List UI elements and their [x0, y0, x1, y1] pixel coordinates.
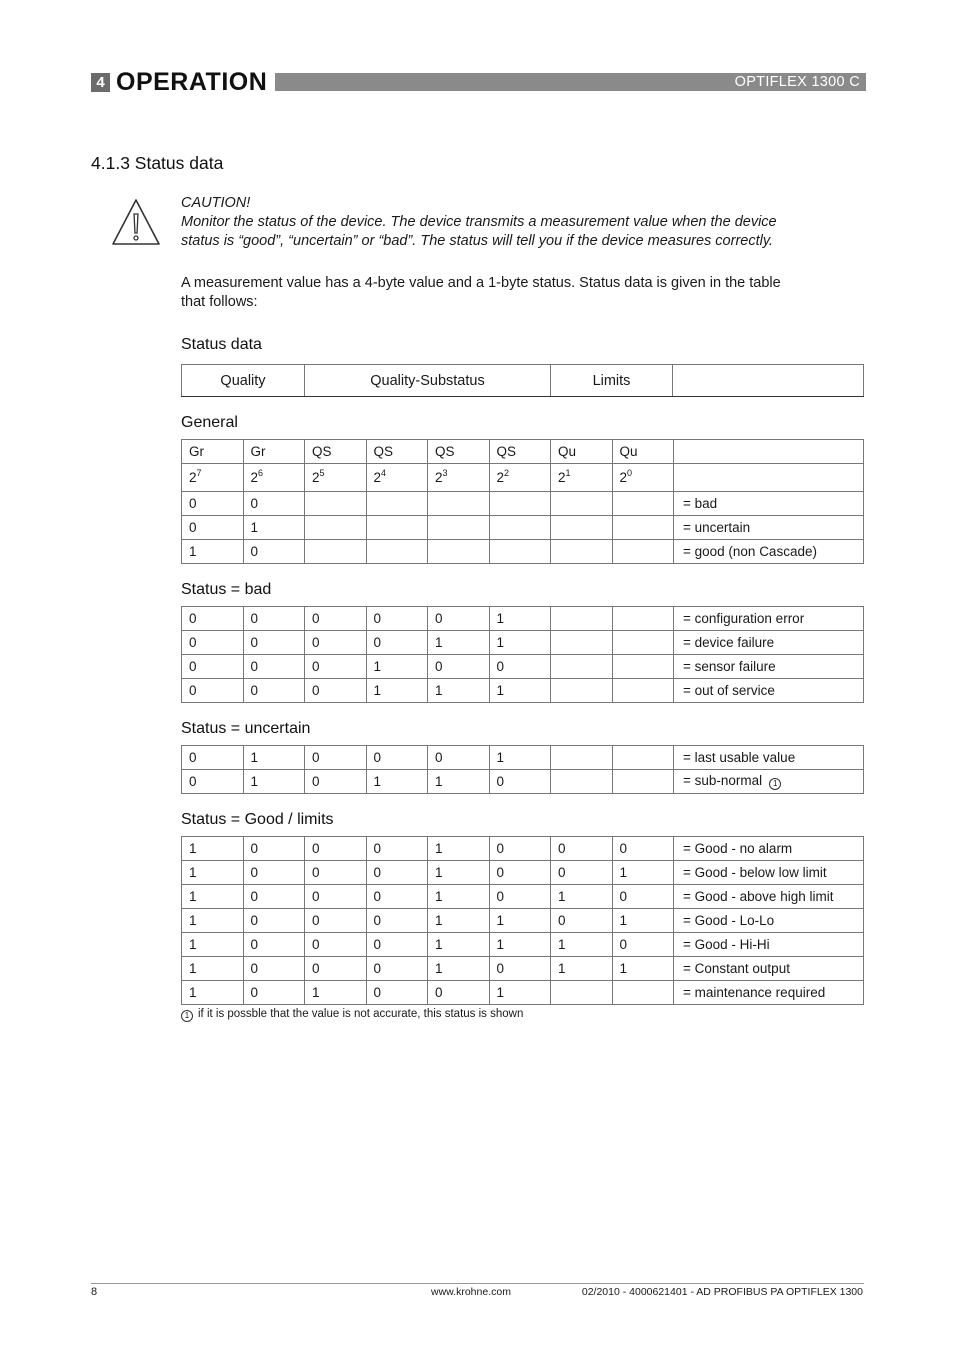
table-cell: = Good - Hi-Hi [674, 933, 864, 957]
intro-paragraph [181, 274, 861, 312]
table-cell: 1 [428, 885, 490, 909]
table-cell: 0 [612, 837, 674, 861]
table-cell [612, 540, 674, 564]
table-cell: 0 [243, 540, 305, 564]
table-cell: = Good - above high limit [674, 885, 864, 909]
table-cell: 1 [489, 607, 551, 631]
table-cell [366, 540, 428, 564]
table-cell: 0 [182, 746, 244, 770]
table-cell [551, 746, 613, 770]
table-cell: 0 [305, 837, 367, 861]
intro-line: A measurement value has a 4-byte value and a 1-byte status. Status data is given in the table [181, 275, 781, 291]
status-good-table [181, 836, 864, 1005]
table-cell [489, 540, 551, 564]
table-cell: 1 [366, 770, 428, 794]
table-cell: 0 [366, 837, 428, 861]
table-cell: 1 [305, 981, 367, 1005]
table-cell [551, 679, 613, 703]
table-cell [674, 464, 864, 492]
table-cell [305, 516, 367, 540]
table-cell: 0 [182, 655, 244, 679]
header-bar [275, 73, 866, 91]
table-cell [305, 540, 367, 564]
table-cell [612, 746, 674, 770]
bit-cell: $2^1$ [551, 464, 613, 492]
table-cell: 1 [182, 957, 244, 981]
table-cell: 1 [428, 933, 490, 957]
table-cell: 1 [551, 885, 613, 909]
table-cell: 0 [366, 981, 428, 1005]
table-cell: 1 [551, 933, 613, 957]
table-row [182, 607, 864, 631]
table-cell: 0 [243, 981, 305, 1005]
table-cell [551, 631, 613, 655]
bit-cell: $2^0$ [612, 464, 674, 492]
table-cell: 0 [489, 957, 551, 981]
table-cell: 0 [243, 631, 305, 655]
status-uncertain-table [181, 745, 864, 794]
table-cell: 1 [551, 957, 613, 981]
table-cell [612, 679, 674, 703]
table-row [182, 933, 864, 957]
table-cell [551, 981, 613, 1005]
table-cell: 0 [551, 837, 613, 861]
table-cell: 0 [243, 933, 305, 957]
table-cell: = sub-normal 1 [674, 770, 864, 794]
page-header [91, 70, 866, 94]
general-caption: General [181, 414, 238, 431]
table-cell [674, 440, 864, 464]
table-cell: 1 [182, 933, 244, 957]
caution-title: CAUTION! [181, 195, 251, 211]
table-cell: 0 [366, 909, 428, 933]
table-cell: 0 [182, 607, 244, 631]
table-cell: 0 [428, 746, 490, 770]
table-cell [428, 540, 490, 564]
chapter-number: 4 [91, 73, 110, 92]
table-cell: 0 [305, 933, 367, 957]
table-cell: = last usable value [674, 746, 864, 770]
table-cell: 1 [182, 981, 244, 1005]
table-cell: QS [489, 440, 551, 464]
table-cell: Gr [243, 440, 305, 464]
table-cell: 1 [489, 631, 551, 655]
caution-block [181, 194, 871, 251]
table-cell [612, 492, 674, 516]
status-bad-table [181, 606, 864, 703]
table-cell [612, 516, 674, 540]
warning-icon [110, 197, 162, 247]
table-cell: 1 [243, 746, 305, 770]
table-cell: 0 [243, 837, 305, 861]
table-cell [489, 492, 551, 516]
table-cell [551, 770, 613, 794]
table-cell: 0 [182, 516, 244, 540]
table-cell [551, 516, 613, 540]
table-row [182, 464, 864, 492]
caution-line: Monitor the status of the device. The device transmits a measurement value when the device [181, 214, 777, 230]
table-cell: 0 [243, 957, 305, 981]
table-cell: 0 [305, 679, 367, 703]
table-cell: 0 [243, 861, 305, 885]
table-cell: 0 [305, 885, 367, 909]
table-row [182, 540, 864, 564]
table-cell [612, 631, 674, 655]
table-cell [612, 607, 674, 631]
table-row [182, 631, 864, 655]
table-cell: 0 [612, 885, 674, 909]
product-name: OPTIFLEX 1300 C [734, 74, 860, 90]
table-cell: 1 [612, 957, 674, 981]
table-cell: 1 [182, 885, 244, 909]
table-cell: 1 [428, 861, 490, 885]
general-table [181, 439, 864, 564]
table-cell: 0 [243, 679, 305, 703]
footer-docref: 02/2010 - 4000621401 - AD PROFIBUS PA OPTIFLEX 1300 [581, 1286, 863, 1298]
table-cell: 1 [489, 981, 551, 1005]
table-cell: 0 [243, 909, 305, 933]
footnote-text: if it is possble that the value is not accurate, this status is shown [198, 1008, 524, 1020]
table-cell [428, 516, 490, 540]
table-cell [612, 770, 674, 794]
table-cell: 0 [182, 679, 244, 703]
table-cell: 1 [489, 746, 551, 770]
chapter-title: OPERATION [116, 68, 268, 96]
table-row [182, 837, 864, 861]
table-cell: 1 [612, 861, 674, 885]
table-cell: 0 [428, 607, 490, 631]
table-row [182, 365, 864, 397]
table-row [182, 861, 864, 885]
bit-cell: $2^5$ [305, 464, 367, 492]
table-cell: Quality-Substatus [305, 365, 551, 397]
bit-cell: $2^4$ [366, 464, 428, 492]
table-cell [489, 516, 551, 540]
table-cell: 0 [305, 909, 367, 933]
table-cell [428, 492, 490, 516]
table-cell: = configuration error [674, 607, 864, 631]
table-cell: 0 [243, 607, 305, 631]
table-cell: 0 [243, 492, 305, 516]
table-row [182, 909, 864, 933]
table-cell: 1 [489, 909, 551, 933]
table-cell: Quality [182, 365, 305, 397]
table-cell: 0 [243, 885, 305, 909]
bit-cell: $2^2$ [489, 464, 551, 492]
table-cell: 1 [428, 631, 490, 655]
table-cell: 1 [428, 957, 490, 981]
table-cell: 0 [489, 885, 551, 909]
page-number: 8 [91, 1286, 98, 1298]
table-row [182, 981, 864, 1005]
table-cell: 1 [243, 770, 305, 794]
table-cell [366, 516, 428, 540]
table-row [182, 492, 864, 516]
table-cell: 1 [428, 837, 490, 861]
table-cell: 1 [182, 837, 244, 861]
table-cell: 0 [366, 631, 428, 655]
table-cell: 0 [305, 607, 367, 631]
table-cell: 0 [366, 746, 428, 770]
table-cell: 0 [305, 957, 367, 981]
bit-cell: $2^6$ [243, 464, 305, 492]
table-cell: Qu [551, 440, 613, 464]
table-cell: 0 [305, 631, 367, 655]
caution-line: status is “good”, “uncertain” or “bad”. The status will tell you if the device measures correctly. [181, 233, 774, 249]
table-cell: 0 [305, 746, 367, 770]
table-cell: 0 [489, 837, 551, 861]
bit-cell: $2^3$ [428, 464, 490, 492]
status-uncertain-caption: Status = uncertain [181, 720, 311, 737]
table-cell: = bad [674, 492, 864, 516]
table-cell: 1 [428, 909, 490, 933]
table-row [182, 770, 864, 794]
table-cell: 0 [243, 655, 305, 679]
table-cell: 0 [428, 655, 490, 679]
table-cell: = out of service [674, 679, 864, 703]
table-cell: = Constant output [674, 957, 864, 981]
table-cell: 0 [366, 885, 428, 909]
footer-rule [91, 1283, 864, 1284]
table-cell: = Good - no alarm [674, 837, 864, 861]
table-row [182, 885, 864, 909]
status-data-caption: Status data [181, 336, 262, 353]
table-cell: 0 [305, 655, 367, 679]
table-cell: = sensor failure [674, 655, 864, 679]
table-cell: 1 [428, 679, 490, 703]
table-cell: 0 [551, 909, 613, 933]
footnote-marker: 1 [769, 778, 781, 790]
table-cell: 0 [182, 492, 244, 516]
table-cell: 0 [612, 933, 674, 957]
table-cell: 0 [489, 861, 551, 885]
status-data-table [181, 364, 864, 397]
table-row [182, 679, 864, 703]
status-good-caption: Status = Good / limits [181, 811, 334, 828]
table-cell: QS [305, 440, 367, 464]
section-title: 4.1.3 Status data [91, 153, 224, 173]
table-cell [551, 655, 613, 679]
table-cell [551, 492, 613, 516]
table-cell: 0 [305, 770, 367, 794]
general-rows [182, 492, 864, 564]
table-cell: 1 [182, 909, 244, 933]
table-cell [673, 365, 864, 397]
table-cell: = Good - below low limit [674, 861, 864, 885]
table-cell: 0 [551, 861, 613, 885]
table-cell: = uncertain [674, 516, 864, 540]
bit-cell: $2^7$ [182, 464, 244, 492]
table-cell: = maintenance required [674, 981, 864, 1005]
table-cell: 1 [182, 861, 244, 885]
table-cell [551, 607, 613, 631]
table-cell: 1 [428, 770, 490, 794]
intro-line: that follows: [181, 294, 258, 310]
table-cell [366, 492, 428, 516]
table-cell [551, 540, 613, 564]
table-cell: = Good - Lo-Lo [674, 909, 864, 933]
table-cell: 0 [366, 957, 428, 981]
table-cell: QS [428, 440, 490, 464]
table-cell: 1 [366, 679, 428, 703]
table-row [182, 516, 864, 540]
table-cell: 1 [489, 679, 551, 703]
table-cell: 1 [366, 655, 428, 679]
table-cell: QS [366, 440, 428, 464]
table-cell: 1 [612, 909, 674, 933]
table-cell: 0 [366, 861, 428, 885]
footer-website: www.krohne.com [431, 1286, 511, 1298]
table-cell: 0 [366, 933, 428, 957]
table-cell: 0 [489, 770, 551, 794]
table-cell: 0 [305, 861, 367, 885]
table-cell: 1 [182, 540, 244, 564]
table-cell: Limits [551, 365, 673, 397]
table-cell: 0 [428, 981, 490, 1005]
footnote-marker: 1 [181, 1010, 193, 1022]
table-row [182, 655, 864, 679]
table-cell: 0 [489, 655, 551, 679]
table-cell: 0 [182, 631, 244, 655]
table-row [182, 957, 864, 981]
table-cell [612, 981, 674, 1005]
table-cell: 0 [182, 770, 244, 794]
table-cell: 1 [489, 933, 551, 957]
table-cell: Gr [182, 440, 244, 464]
table-row [182, 746, 864, 770]
table-row [182, 440, 864, 464]
table-cell [612, 655, 674, 679]
status-bad-caption: Status = bad [181, 581, 272, 598]
table-cell: = good (non Cascade) [674, 540, 864, 564]
footnote [181, 1008, 523, 1022]
table-cell: 1 [243, 516, 305, 540]
table-cell: = device failure [674, 631, 864, 655]
table-cell: Qu [612, 440, 674, 464]
table-cell: 0 [366, 607, 428, 631]
table-cell [305, 492, 367, 516]
